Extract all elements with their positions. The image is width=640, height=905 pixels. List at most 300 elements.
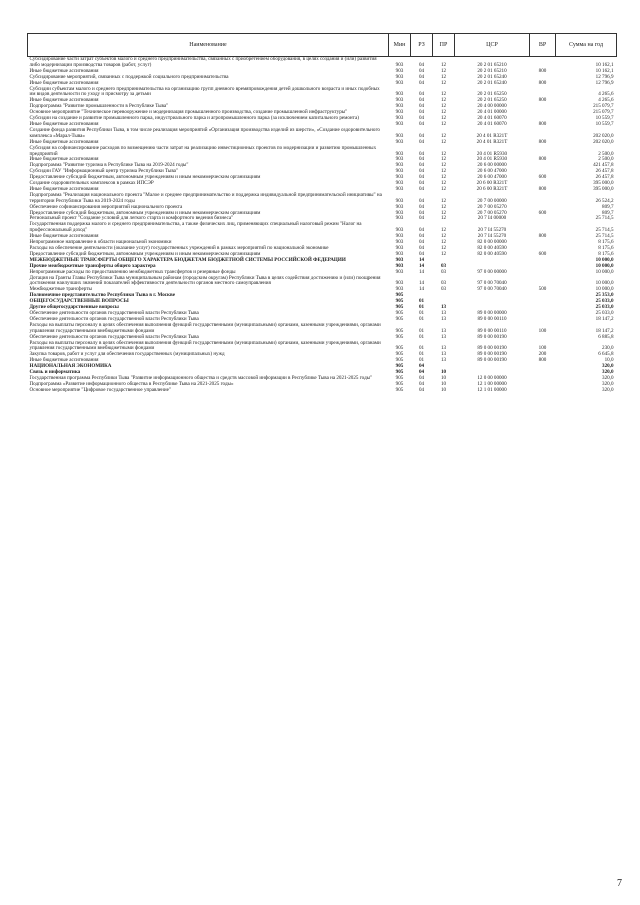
cell-pr: 03 [440,286,447,293]
cell-name: Основное мероприятие "Цифровое государственное управление" [29,386,171,393]
cell-min: 903 [395,91,404,98]
cell-csr: 20 4 01 R5930 [476,150,508,157]
cell-min: 905 [395,363,404,370]
cell-csr: 20 7 00 05270 [477,209,507,216]
cell-rz: 04 [418,209,425,216]
cell-rz: 14 [418,256,425,263]
cell-sum: 25 033,0 [595,298,614,305]
table-row [28,323,617,335]
cell-sum: 25 033,0 [595,309,614,316]
cell-csr: 20 6 00 R321T [476,180,508,187]
cell-csr: 20 4 01 R321T [476,132,508,139]
cell-name: Непрограммное направление в области национальной экономики [29,239,172,246]
cell-rz: 04 [418,197,425,204]
cell-min: 903 [395,233,404,240]
cell-pr: 12 [440,168,447,175]
cell-min: 905 [395,292,404,299]
cell-min: 903 [395,185,404,192]
cell-sum: 6 645,8 [598,351,614,358]
cell-csr: 89 0 00 00190 [477,333,507,340]
cell-rz: 01 [418,309,425,316]
cell-csr: 97 0 00 70040 [477,286,507,293]
cell-vr: 100 [538,327,547,334]
cell-min: 903 [395,162,404,169]
table-row [28,193,617,205]
cell-sum: 809,7 [602,209,614,216]
cell-name: Субсидирование части затрат субъектов малого и среднего предпринимательства, связанных с приобретением оборудования, в целях создания и (или) развития либо модернизации производства товаров (работ, услуг) [29,56,377,68]
cell-sum: 230,0 [602,345,614,352]
cell-csr: 20 4 01 60070 [477,115,507,122]
cell-rz: 01 [418,357,425,364]
cell-min: 905 [395,351,404,358]
cell-vr: 600 [538,209,547,216]
cell-csr: 20 2 01 65250 [477,97,507,104]
cell-sum: 6 885,8 [598,333,614,340]
cell-pr: 10 [440,380,447,387]
cell-name: Иные бюджетные ассигнования [29,233,99,240]
cell-rz: 01 [418,333,425,340]
cell-pr: 13 [440,333,447,340]
cell-pr: 12 [440,239,447,246]
cell-csr: 97 0 00 00000 [477,268,507,275]
cell-name: Иные бюджетные ассигнования [29,79,99,86]
cell-rz: 14 [418,262,425,269]
cell-sum: 18 147,2 [595,315,614,322]
cell-min: 903 [395,286,404,293]
cell-name: Основное мероприятие "Техническое перевооружение и модернизация промышленного производства, создание промышленной инфраструктуры" [29,109,348,116]
cell-min: 903 [395,73,404,80]
cell-min: 903 [395,209,404,216]
cell-csr: 20 2 01 65210 [477,61,507,68]
cell-name: Государственная поддержка малого и среднего предпринимательства, а также физических лиц, применяющих специальный налоговый режим "Налог на профессиональный доход" [29,221,362,234]
cell-sum: 25 714,5 [595,215,614,222]
cell-csr: 20 4 01 00000 [477,109,507,116]
cell-csr: 20 2 01 65210 [477,67,507,74]
cell-pr: 12 [440,150,447,157]
cell-sum: 26 457,8 [595,174,614,181]
cell-rz: 04 [418,203,425,210]
cell-vr [530,388,556,394]
cell-min: 903 [395,197,404,204]
cell-pr: 10 [440,386,447,393]
cell-rz: 04 [418,79,425,86]
cell-min: 905 [395,327,404,334]
cell-name: Создание фонда развития Республики Тыва, в том числе реализация мероприятий «Организация производства изделий из шерсти», «Создание оздоровительного комплекса «Марал-Тыва» [29,126,380,139]
cell-sum: 8 175,6 [598,245,614,251]
cell-pr: 12 [440,109,447,116]
cell-rz: 04 [418,91,425,98]
cell-sum: 320,0 [602,369,614,376]
cell-pr: 12 [440,180,447,187]
cell-vr: 100 [538,345,547,352]
cell-csr: 89 0 00 00190 [477,351,507,358]
cell-sum: 215 079,7 [593,103,614,110]
cell-csr: 20 7 00 05270 [477,203,507,210]
cell-sum: 215 079,7 [593,109,614,116]
table-row [28,128,617,140]
cell-sum: 395 000,0 [593,180,614,187]
cell-csr: 20 4 01 R321T [476,138,508,145]
header-name: Наименование [28,34,389,57]
cell-sum: 320,0 [602,386,614,393]
cell-csr: 82 0 00 00000 [477,239,507,246]
cell-pr: 12 [440,91,447,98]
cell-pr: 03 [440,268,447,275]
cell-pr: 12 [440,156,447,163]
cell-csr: 89 0 00 00190 [477,345,507,352]
cell-rz: 14 [418,268,425,275]
cell-min: 903 [395,268,404,275]
cell-rz: 04 [418,180,425,187]
header-rz: РЗ [411,34,433,57]
cell-name: Закупка товаров, работ и услуг для обеспечения государственных (муниципальных) нужд [29,351,225,358]
cell-vr: 800 [538,97,547,104]
cell-sum: 25 033,0 [595,304,614,311]
cell-pr: 12 [440,67,447,74]
cell-min: 903 [395,174,404,181]
table-header-row [28,34,617,57]
cell-csr: 20 4 01 60070 [477,120,507,127]
cell-pr: 12 [440,245,447,251]
cell-pr: 12 [440,233,447,240]
cell-sum: 10 162,1 [595,61,614,68]
cell-sum: 26 457,8 [595,168,614,175]
cell-pr: 03 [440,280,447,287]
cell-sum: 320,0 [602,380,614,387]
cell-min: 903 [395,256,404,263]
cell-rz: 04 [418,73,425,80]
cell-name: Межбюджетные трансферты [29,286,92,293]
cell-min: 905 [395,315,404,322]
cell-vr: 500 [538,286,547,293]
cell-rz: 04 [418,61,425,68]
cell-min: 903 [395,67,404,74]
header-min: Мин [389,34,411,57]
cell-sum: 2 500,0 [598,156,614,163]
cell-sum: 8 175,6 [598,239,614,246]
cell-name: Предоставление субсидий бюджетным, автономным учреждениям и иным некоммерческим организациям [29,209,261,216]
cell-sum: 8 175,6 [598,250,614,257]
cell-name: Непрограммные расходы по предоставлению межбюджетных трансфертов и резервные фонды [29,268,236,275]
cell-csr: 20 7 I4 55270 [477,227,507,234]
cell-min: 905 [395,380,404,387]
cell-pr: 10 [440,369,447,376]
cell-pr: 13 [440,309,447,316]
cell-rz: 04 [418,156,425,163]
cell-min: 903 [395,168,404,175]
cell-sum: 12 796,9 [595,79,614,86]
cell-rz: 04 [418,132,425,139]
cell-pr: 12 [440,79,447,86]
cell-pr: 12 [440,250,447,257]
cell-vr: 800 [538,120,547,127]
cell-rz: 04 [418,245,425,251]
cell-csr: 20 2 01 65240 [477,73,507,80]
cell-csr: 89 0 00 00110 [477,315,507,322]
cell-pr: 13 [440,345,447,352]
cell-pr: 12 [440,97,447,104]
cell-min: 903 [395,262,404,269]
cell-min: 903 [395,150,404,157]
cell-csr: 12 1 00 00000 [477,380,507,387]
header-vr: ВР [530,34,556,57]
cell-vr: 800 [538,79,547,86]
cell-name: Иные бюджетные ассигнования [29,156,99,163]
cell-vr: 800 [538,185,547,192]
cell-vr: 200 [538,351,547,358]
cell-pr: 12 [440,215,447,222]
cell-name: Региональный проект "Создание условий для легкого старта и комфортного ведения бизнеса" [29,215,234,222]
cell-pr: 13 [440,304,447,311]
cell-csr: 20 7 I4 00000 [477,215,507,222]
header-sum: Сумма на год [556,34,617,57]
cell-csr: 82 0 00 40590 [477,245,507,251]
cell-sum: 202 020,0 [593,132,614,139]
cell-name: Связь и информатика [29,369,81,376]
cell-vr: 800 [538,67,547,74]
cell-rz: 01 [418,345,425,352]
cell-min: 905 [395,304,404,311]
cell-rz: 04 [418,185,425,192]
cell-sum: 25 714,5 [595,233,614,240]
cell-sum: 202 020,0 [593,138,614,145]
cell-vr: 800 [538,138,547,145]
cell-csr: 20 6 00 R321T [476,185,508,192]
cell-rz: 04 [418,233,425,240]
cell-rz: 01 [418,315,425,322]
cell-vr: 600 [538,250,547,257]
budget-table [27,33,617,394]
cell-min: 903 [395,79,404,86]
cell-pr: 13 [440,357,447,364]
cell-sum: 809,7 [602,203,614,210]
cell-pr: 12 [440,120,447,127]
cell-rz: 04 [418,168,425,175]
cell-csr: 82 0 00 40590 [477,250,507,257]
table-row [28,57,617,69]
cell-min: 903 [395,103,404,110]
cell-rz: 04 [418,250,425,257]
cell-sum: 18 147,2 [595,327,614,334]
cell-name: Иные бюджетные ассигнования [29,120,99,127]
cell-vr: 800 [538,156,547,163]
cell-name: Иные бюджетные ассигнования [29,185,99,192]
cell-csr: 20 7 I4 55270 [477,233,507,240]
cell-min: 903 [395,109,404,116]
cell-name: Обеспечение деятельности органов государственной власти Республики Тыва [29,315,199,322]
cell-name: Предоставление субсидий бюджетным, автономным учреждениям и иным некоммерческим организациям [29,174,261,181]
cell-name: Дотация на Гранты Главы Республики Тыва муниципальным районам (городским округам) Республики Тыва в целях содействия достижению и (или) поощрения достижения наилучших значений показателей эффективности деятельности органов местного самоуправления [29,274,381,287]
cell-rz: 01 [418,298,425,305]
cell-rz: 04 [418,227,425,234]
cell-rz: 14 [418,280,425,287]
cell-name: Подпрограмма "Развитие туризма в Республике Тыва на 2019-2024 годы" [29,162,189,169]
cell-rz: 04 [418,386,425,393]
cell-name: Субсидии на создание и развитие промышленного парка, индустриального парка и агропромышленного парка (за исключением капитального ремонта) [29,115,359,122]
table-row [28,388,617,394]
cell-vr [530,193,556,205]
cell-pr: 12 [440,185,447,192]
cell-rz: 04 [418,120,425,127]
cell-sum: 10 000,0 [595,268,614,275]
cell-name: Прочие межбюджетные трансферты общего характера [29,262,156,269]
cell-rz: 04 [418,138,425,145]
cell-rz: 04 [418,369,425,376]
cell-min: 903 [395,115,404,122]
cell-vr [530,128,556,140]
cell-pr: 12 [440,132,447,139]
cell-min: 903 [395,138,404,145]
cell-csr: 89 0 00 00000 [477,309,507,316]
cell-pr: 12 [440,162,447,169]
cell-pr: 13 [440,351,447,358]
cell-name: Обеспечение деятельности органов государственной власти Республики Тыва [29,309,199,316]
cell-name: Субсидирование мероприятий, связанных с поддержкой социального предпринимательства [29,73,229,80]
cell-sum: 4 265,6 [598,97,614,104]
cell-rz: 04 [418,67,425,74]
cell-csr: 20 4 01 R5930 [476,156,508,163]
cell-vr: 600 [538,174,547,181]
cell-min: 905 [395,309,404,316]
cell-rz: 04 [418,97,425,104]
cell-min: 905 [395,333,404,340]
cell-name: НАЦИОНАЛЬНАЯ ЭКОНОМИКА [29,363,112,370]
cell-pr: 12 [440,61,447,68]
cell-sum: 4 265,6 [598,91,614,98]
cell-rz: 14 [418,286,425,293]
cell-name: Предоставление субсидий бюджетным, автономным учреждениям и иным некоммерческим организациям [29,250,261,257]
cell-min: 903 [395,120,404,127]
cell-sum: 320,0 [602,374,614,381]
cell-name: Иные бюджетные ассигнования [29,138,99,145]
cell-sum: 320,0 [602,363,614,370]
table-row [28,146,617,158]
cell-csr: 20 6 00 00000 [477,162,507,169]
cell-sum: 10 559,7 [595,120,614,127]
cell-name: Иные бюджетные ассигнования [29,97,99,104]
cell-sum: 12 796,9 [595,73,614,80]
cell-rz: 04 [418,215,425,222]
cell-pr: 12 [440,197,447,204]
cell-sum: 10 000,0 [595,262,614,269]
header-csr: ЦСР [455,34,530,57]
cell-name: Субсидии ГАУ "Информационный центр туризма Республики Тыва" [29,168,179,175]
cell-rz: 01 [418,351,425,358]
cell-csr: 20 6 00 47000 [477,174,507,181]
cell-sum: 10 000,0 [595,256,614,263]
cell-csr: 97 0 00 70040 [477,280,507,287]
cell-csr: 20 2 01 65240 [477,79,507,86]
table-body [28,57,617,394]
cell-csr: 89 0 00 00110 [477,327,507,334]
cell-name: Расходы на выплаты персоналу в целях обеспечения выполнения функций государственными (муниципальными) органами, казенными учреждениями, органами управления государственными внебюджетными фондами [29,339,381,352]
cell-min: 903 [395,61,404,68]
cell-min: 903 [395,132,404,139]
cell-name: Другие общегосударственные вопросы [29,304,119,311]
cell-min: 905 [395,357,404,364]
cell-rz: 04 [418,363,425,370]
cell-rz: 04 [418,103,425,110]
cell-min: 903 [395,245,404,251]
cell-rz: 01 [418,327,425,334]
cell-csr: 12 0 00 00000 [477,374,507,381]
cell-rz: 04 [418,109,425,116]
cell-name: МЕЖБЮДЖЕТНЫЕ ТРАНСФЕРТЫ ОБЩЕГО ХАРАКТЕРА БЮДЖЕТАМ БЮДЖЕТНОЙ СИСТЕМЫ РОССИЙСКОЙ ФЕДЕРАЦИИ [29,256,346,263]
cell-csr: 20 6 00 47000 [477,168,507,175]
cell-min: 905 [395,298,404,305]
cell-name: Подпрограмма "Реализация национального проекта "Малое и среднее предпринимательство и поддержка индивидуальной предпринимательской инициативы" на территории Республики Тыва на 2019-2024 годы [29,191,382,204]
cell-pr: 12 [440,103,447,110]
cell-sum: 10 000,0 [595,280,614,287]
cell-rz: 04 [418,150,425,157]
cell-name: Подпрограмма «Развитие информационного общества в Республике Тыва на 2021-2025 годы» [29,380,234,387]
cell-name: Государственная программа Республики Тыва "Развитие информационного общества и средств массовой информации в Республике Тыва на 2021-2025 годы" [29,374,373,381]
cell-sum: 10 559,7 [595,115,614,122]
cell-min: 903 [395,280,404,287]
cell-min: 903 [395,203,404,210]
cell-sum: 2 500,0 [598,150,614,157]
cell-sum: 25 714,5 [595,227,614,234]
cell-sum: 10 162,1 [595,67,614,74]
cell-pr: 12 [440,174,447,181]
table-row [28,222,617,234]
cell-name: Субсидии субъектам малого и среднего предпринимательства на организацию групп дневного времяпровождения детей дошкольного возраста и иных подобных им видов деятельности по уходу и присмотру за детьми [29,85,380,98]
cell-name: Подпрограмма "Развитие промышленности в Республике Тыва" [29,103,169,110]
cell-csr: 89 0 00 00190 [477,357,507,364]
cell-csr: 12 1 01 00000 [477,386,507,393]
header-pr: ПР [433,34,455,57]
cell-vr: 800 [538,357,547,364]
cell-rz: 04 [418,374,425,381]
cell-name: Иные бюджетные ассигнования [29,357,99,364]
cell-pr: 13 [440,315,447,322]
cell-name: Полномочное представительство Республики Тыва в г. Москве [29,292,175,299]
cell-min: 903 [395,156,404,163]
cell-pr: 12 [440,115,447,122]
cell-min: 903 [395,250,404,257]
cell-min: 903 [395,180,404,187]
cell-rz: 04 [418,380,425,387]
cell-csr: 20 2 01 65250 [477,91,507,98]
cell-min: 905 [395,345,404,352]
cell-pr: 12 [440,73,447,80]
cell-rz: 01 [418,304,425,311]
cell-name: Расходы на выплаты персоналу в целях обеспечения выполнения функций государственными (муниципальными) органами, казенными учреждениями, органами управления государственными внебюджетными фондами [29,321,381,334]
cell-sum: 25 353,0 [595,292,614,299]
table-row [28,276,617,288]
cell-pr: 03 [440,262,447,269]
cell-pr: 12 [440,209,447,216]
table-row [28,87,617,99]
cell-sum: 395 000,0 [593,185,614,192]
cell-pr: 12 [440,227,447,234]
cell-pr: 10 [440,374,447,381]
cell-rz: 04 [418,174,425,181]
cell-csr: 20 4 00 00000 [477,103,507,110]
cell-min: 903 [395,215,404,222]
budget-table-container [27,33,616,394]
cell-rz: 04 [418,162,425,169]
cell-vr [530,57,556,69]
cell-name: Обеспечение софинансирования мероприятий национального проекта [29,203,183,210]
cell-min: 903 [395,239,404,246]
cell-rz: 04 [418,115,425,122]
cell-sum: 26 524,2 [595,197,614,204]
cell-min: 905 [395,369,404,376]
cell-rz: 04 [418,239,425,246]
cell-min: 905 [395,374,404,381]
cell-pr: 12 [440,138,447,145]
